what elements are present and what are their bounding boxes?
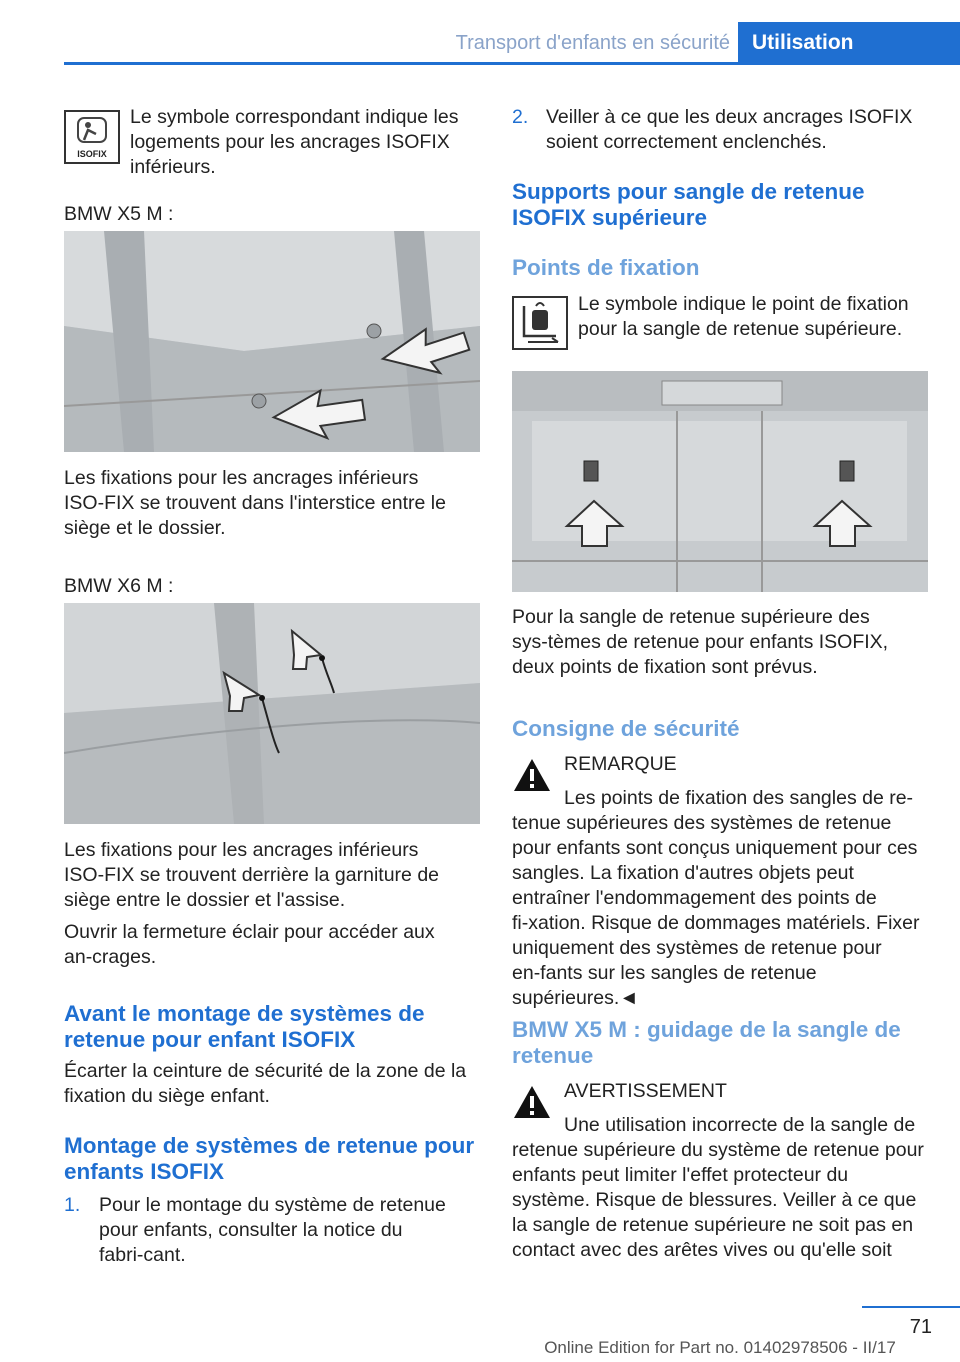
- remark-lead: Les points de fixation des sangles de re‑: [564, 787, 914, 809]
- heading-safety: Consigne de sécurité: [512, 716, 740, 741]
- x5-caption: Les fixations pour les ancrages inférieurs ISO‑FIX se trouvent dans l'interstice entre le siège et le dossier.: [64, 467, 446, 539]
- heading-guide: BMW X5 M : guidage de la sangle de retenue: [512, 1017, 901, 1068]
- edition-footer: Online Edition for Part no. 01402978506 - II/17: [544, 1338, 896, 1357]
- top-tether-icon: [512, 296, 568, 350]
- zip-text: Ouvrir la fermeture éclair pour accéder aux an‑crages.: [64, 921, 435, 968]
- heading-before-mounting: Avant le montage de systèmes de retenue pour enfant ISOFIX: [64, 1001, 425, 1052]
- isofix-icon: [64, 110, 120, 164]
- step-2-number: 2.: [512, 106, 529, 128]
- footer-rule: [862, 1306, 960, 1308]
- step-1-number: 1.: [64, 1194, 81, 1216]
- x6-label: BMW X6 M :: [64, 575, 174, 597]
- step-2-text: Veiller à ce que les deux ancrages ISOFIX soient correctement enclenchés.: [546, 106, 913, 153]
- header-tab[interactable]: Utilisation: [738, 22, 960, 64]
- warning-lead: Une utilisation incorrecte de la sangle de: [564, 1114, 916, 1136]
- warning-body: retenue supérieure du système de retenue pour enfants peut limiter l'effet protecteur du système. Risque de blessures. Veiller à ce que la sangle de retenue supérieure ne soit pas en contact avec des arêtes vives ou qu'elle soit: [512, 1139, 924, 1261]
- x5-label: BMW X5 M :: [64, 203, 174, 225]
- anchor-points-caption: Pour la sangle de retenue supérieure des sys‑tèmes de retenue pour enfants ISOFIX, deux points de fixation sont prévus.: [512, 606, 889, 678]
- heading-mounting: Montage de systèmes de retenue pour enfants ISOFIX: [64, 1133, 475, 1184]
- page-number: 71: [909, 1316, 932, 1338]
- heading-anchor-points: Points de fixation: [512, 255, 700, 280]
- header-section-title: Transport d'enfants en sécurité: [455, 32, 730, 54]
- warning-icon: [512, 1082, 552, 1122]
- anchor-points-text: Le symbole indique le point de fixation pour la sangle de retenue supérieure.: [578, 293, 909, 340]
- isofix-intro: Le symbole correspondant indique les logements pour les ancrages ISOFIX inférieurs.: [130, 106, 459, 178]
- x6-caption: Les fixations pour les ancrages inférieurs ISO‑FIX se trouvent derrière la garniture de siège entre le dossier et l'assise.: [64, 839, 440, 911]
- isofix-icon-label: ISOFIX: [77, 149, 107, 159]
- remark-title: REMARQUE: [564, 753, 677, 775]
- step-1-text: Pour le montage du système de retenue pour enfants, consulter la notice du fabri‑cant.: [99, 1194, 446, 1266]
- anchor-points-illustration: [512, 371, 928, 592]
- before-mounting-text: Écarter la ceinture de sécurité de la zone de la fixation du siège enfant.: [64, 1060, 467, 1107]
- x6-seat-illustration: [64, 603, 480, 824]
- warning-title: AVERTISSEMENT: [564, 1080, 727, 1102]
- x5-seat-illustration: [64, 231, 480, 452]
- remark-body: tenue supérieures des systèmes de retenue pour enfants sont conçus uniquement pour ces sangles. La fixation d'autres objets peut entraîner l'endommagement des points de fi‑xation. Risque de dommages matériels. Fixer uniquement des systèmes de retenue pour en‑fants sur les sangles de retenue supérieures.◄: [512, 812, 920, 1009]
- heading-supports: Supports pour sangle de retenue ISOFIX supérieure: [512, 179, 865, 230]
- warning-icon: [512, 755, 552, 795]
- header-rule: [64, 62, 960, 65]
